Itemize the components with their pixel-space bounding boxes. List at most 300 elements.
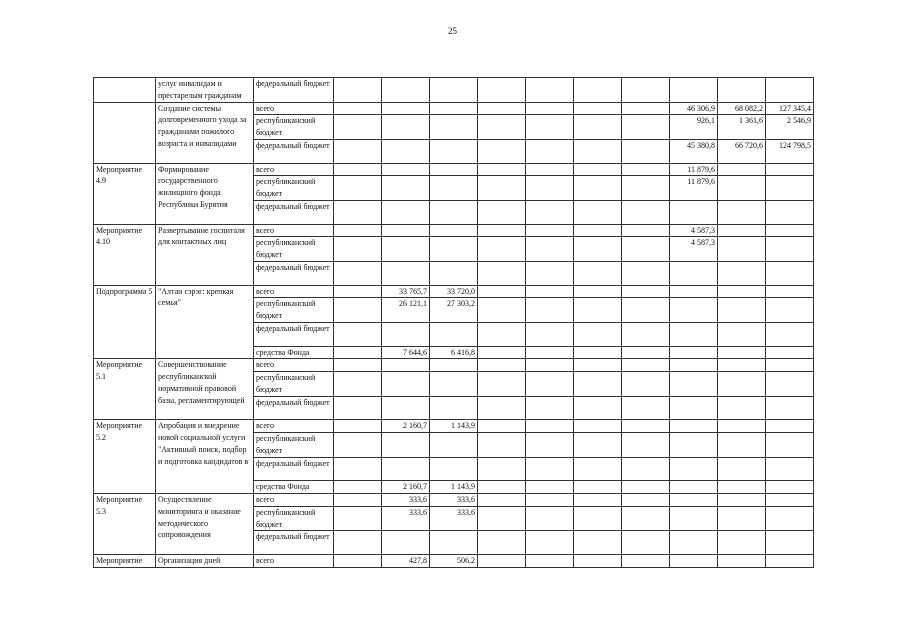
value-cell: 46 306,9 <box>670 102 718 115</box>
event-name-cell: Апробация и внедрение новой социальной услуги "Активный поиск, подбор и подготовка кандидатов в <box>156 420 254 494</box>
value-cell <box>574 433 622 458</box>
value-cell <box>526 531 574 555</box>
value-cell <box>478 396 526 420</box>
value-cell <box>670 359 718 372</box>
value-cell <box>334 237 382 262</box>
funding-source-cell: республиканский бюджет <box>254 176 334 201</box>
value-cell <box>622 163 670 176</box>
value-cell <box>478 237 526 262</box>
value-cell <box>622 506 670 531</box>
value-cell <box>766 322 814 346</box>
value-cell: 506,2 <box>430 555 478 568</box>
value-cell <box>430 224 478 237</box>
value-cell <box>622 372 670 397</box>
value-cell: 2 160,7 <box>382 420 430 433</box>
value-cell <box>718 237 766 262</box>
value-cell <box>478 420 526 433</box>
value-cell <box>478 359 526 372</box>
value-cell <box>622 396 670 420</box>
value-cell <box>334 322 382 346</box>
value-cell <box>430 176 478 201</box>
value-cell <box>574 481 622 494</box>
value-cell <box>622 481 670 494</box>
table-row <box>94 285 814 298</box>
value-cell <box>574 176 622 201</box>
funding-source-cell: всего <box>254 494 334 507</box>
value-cell <box>382 396 430 420</box>
value-cell <box>526 481 574 494</box>
table-row <box>94 78 814 103</box>
value-cell: 27 303,2 <box>430 298 478 323</box>
value-cell <box>718 322 766 346</box>
value-cell <box>670 481 718 494</box>
value-cell <box>382 224 430 237</box>
funding-source-cell: федеральный бюджет <box>254 139 334 163</box>
value-cell <box>526 298 574 323</box>
value-cell <box>574 237 622 262</box>
budget-table <box>93 77 814 568</box>
event-code-cell: Мероприятие 5.2 <box>94 420 156 494</box>
value-cell <box>382 372 430 397</box>
value-cell <box>766 176 814 201</box>
value-cell <box>430 115 478 140</box>
value-cell <box>622 359 670 372</box>
value-cell <box>766 200 814 224</box>
value-cell <box>478 139 526 163</box>
value-cell: 333,6 <box>382 506 430 531</box>
value-cell: 1 143,9 <box>430 481 478 494</box>
event-name-cell: Создание системы долговременного ухода за гражданами пожилого возраста и инвалидами <box>156 102 254 163</box>
funding-source-cell: республиканский бюджет <box>254 298 334 323</box>
value-cell: 124 798,5 <box>766 139 814 163</box>
value-cell <box>334 139 382 163</box>
value-cell <box>478 346 526 359</box>
value-cell <box>478 224 526 237</box>
table-row <box>94 494 814 507</box>
value-cell <box>670 78 718 103</box>
value-cell <box>766 457 814 481</box>
table-body <box>94 78 814 568</box>
value-cell <box>574 506 622 531</box>
event-name-cell: "Алтан сэрэг: крепкая семья" <box>156 285 254 359</box>
value-cell <box>670 433 718 458</box>
value-cell <box>478 322 526 346</box>
value-cell: 6 416,8 <box>430 346 478 359</box>
value-cell: 11 879,6 <box>670 176 718 201</box>
value-cell <box>622 200 670 224</box>
value-cell <box>430 200 478 224</box>
value-cell <box>574 346 622 359</box>
value-cell <box>670 396 718 420</box>
value-cell <box>622 457 670 481</box>
value-cell <box>574 78 622 103</box>
funding-source-cell: всего <box>254 285 334 298</box>
funding-source-cell: федеральный бюджет <box>254 200 334 224</box>
value-cell <box>574 285 622 298</box>
value-cell <box>574 457 622 481</box>
value-cell <box>382 237 430 262</box>
value-cell <box>622 531 670 555</box>
event-code-cell: Подпрограмма 5 <box>94 285 156 359</box>
funding-source-cell: всего <box>254 555 334 568</box>
funding-source-cell: всего <box>254 163 334 176</box>
value-cell <box>622 494 670 507</box>
value-cell <box>574 372 622 397</box>
funding-source-cell: федеральный бюджет <box>254 457 334 481</box>
value-cell <box>382 139 430 163</box>
value-cell <box>430 322 478 346</box>
value-cell <box>574 261 622 285</box>
value-cell <box>526 420 574 433</box>
funding-source-cell: федеральный бюджет <box>254 531 334 555</box>
value-cell <box>382 359 430 372</box>
funding-source-cell: республиканский бюджет <box>254 237 334 262</box>
value-cell <box>526 224 574 237</box>
value-cell <box>718 396 766 420</box>
value-cell <box>526 163 574 176</box>
value-cell <box>670 494 718 507</box>
funding-source-cell: республиканский бюджет <box>254 506 334 531</box>
value-cell <box>766 298 814 323</box>
value-cell <box>670 420 718 433</box>
value-cell <box>526 359 574 372</box>
value-cell <box>334 176 382 201</box>
value-cell <box>766 224 814 237</box>
value-cell <box>382 176 430 201</box>
value-cell <box>670 555 718 568</box>
value-cell: 4 587,3 <box>670 224 718 237</box>
event-code-cell <box>94 102 156 163</box>
value-cell <box>334 298 382 323</box>
value-cell <box>334 115 382 140</box>
value-cell <box>526 285 574 298</box>
value-cell <box>718 555 766 568</box>
event-name-cell: Развертывание госпиталя для контактных лиц <box>156 224 254 285</box>
value-cell <box>574 420 622 433</box>
funding-source-cell: всего <box>254 224 334 237</box>
value-cell <box>478 200 526 224</box>
value-cell <box>430 102 478 115</box>
funding-source-cell: всего <box>254 359 334 372</box>
page-number: 25 <box>448 26 457 36</box>
value-cell <box>766 372 814 397</box>
value-cell <box>334 224 382 237</box>
event-code-cell: Мероприятие 5.3 <box>94 494 156 555</box>
value-cell <box>334 555 382 568</box>
event-name-cell: Формирование государственного жилищного фонда Республики Бурятия <box>156 163 254 224</box>
value-cell <box>574 298 622 323</box>
value-cell <box>478 78 526 103</box>
value-cell <box>478 457 526 481</box>
value-cell <box>766 346 814 359</box>
value-cell: 2 160,7 <box>382 481 430 494</box>
value-cell <box>670 285 718 298</box>
value-cell <box>766 285 814 298</box>
event-code-cell <box>94 78 156 103</box>
value-cell <box>622 115 670 140</box>
event-code-cell: Мероприятие 4.10 <box>94 224 156 285</box>
event-code-cell: Мероприятие 4.9 <box>94 163 156 224</box>
funding-source-cell: средства Фонда <box>254 481 334 494</box>
value-cell: 33 765,7 <box>382 285 430 298</box>
value-cell <box>526 457 574 481</box>
funding-source-cell: средства Фонда <box>254 346 334 359</box>
value-cell <box>766 494 814 507</box>
value-cell <box>334 372 382 397</box>
value-cell <box>526 322 574 346</box>
value-cell <box>574 494 622 507</box>
value-cell <box>766 261 814 285</box>
value-cell <box>382 457 430 481</box>
value-cell <box>526 433 574 458</box>
value-cell <box>622 261 670 285</box>
value-cell <box>574 359 622 372</box>
event-name-cell: Совершенствование республиканской нормативной правовой базы, регламентирующей <box>156 359 254 420</box>
value-cell <box>574 200 622 224</box>
value-cell <box>430 261 478 285</box>
value-cell: 66 720,6 <box>718 139 766 163</box>
value-cell <box>334 102 382 115</box>
value-cell <box>382 200 430 224</box>
value-cell <box>478 163 526 176</box>
value-cell <box>766 237 814 262</box>
value-cell: 68 082,2 <box>718 102 766 115</box>
value-cell <box>670 506 718 531</box>
value-cell <box>430 433 478 458</box>
value-cell <box>334 359 382 372</box>
value-cell <box>334 457 382 481</box>
event-name-cell: Организация дней <box>156 555 254 568</box>
value-cell <box>622 224 670 237</box>
value-cell <box>718 506 766 531</box>
value-cell <box>622 176 670 201</box>
value-cell <box>334 163 382 176</box>
table-row <box>94 359 814 372</box>
value-cell: 127 345,4 <box>766 102 814 115</box>
value-cell <box>382 78 430 103</box>
value-cell <box>478 531 526 555</box>
value-cell: 11 879,6 <box>670 163 718 176</box>
event-code-cell: Мероприятие <box>94 555 156 568</box>
value-cell <box>382 115 430 140</box>
value-cell <box>478 176 526 201</box>
table-row <box>94 163 814 176</box>
value-cell <box>574 555 622 568</box>
value-cell <box>574 139 622 163</box>
value-cell <box>382 163 430 176</box>
value-cell <box>334 420 382 433</box>
table-row <box>94 102 814 115</box>
value-cell <box>334 481 382 494</box>
value-cell <box>670 372 718 397</box>
value-cell <box>574 102 622 115</box>
funding-source-cell: федеральный бюджет <box>254 261 334 285</box>
value-cell <box>382 322 430 346</box>
value-cell <box>334 346 382 359</box>
value-cell: 1 361,6 <box>718 115 766 140</box>
value-cell <box>718 433 766 458</box>
value-cell <box>334 506 382 531</box>
value-cell <box>766 359 814 372</box>
funding-source-cell: всего <box>254 420 334 433</box>
value-cell <box>430 359 478 372</box>
funding-source-cell: федеральный бюджет <box>254 78 334 103</box>
table-row <box>94 224 814 237</box>
value-cell <box>478 285 526 298</box>
value-cell <box>622 420 670 433</box>
value-cell <box>718 261 766 285</box>
value-cell <box>718 224 766 237</box>
value-cell <box>478 115 526 140</box>
value-cell <box>718 346 766 359</box>
value-cell <box>670 261 718 285</box>
value-cell <box>718 163 766 176</box>
value-cell <box>766 163 814 176</box>
value-cell <box>526 555 574 568</box>
value-cell <box>622 78 670 103</box>
value-cell <box>718 531 766 555</box>
value-cell <box>478 433 526 458</box>
value-cell <box>382 531 430 555</box>
value-cell <box>526 200 574 224</box>
value-cell: 333,6 <box>430 506 478 531</box>
value-cell <box>526 176 574 201</box>
value-cell <box>526 78 574 103</box>
table-row <box>94 555 814 568</box>
value-cell <box>382 102 430 115</box>
value-cell <box>334 261 382 285</box>
value-cell <box>718 298 766 323</box>
value-cell <box>334 396 382 420</box>
table-row <box>94 420 814 433</box>
value-cell: 45 380,8 <box>670 139 718 163</box>
value-cell <box>430 372 478 397</box>
value-cell <box>766 481 814 494</box>
value-cell <box>622 322 670 346</box>
value-cell <box>526 396 574 420</box>
value-cell: 926,1 <box>670 115 718 140</box>
value-cell <box>334 433 382 458</box>
value-cell <box>718 200 766 224</box>
funding-source-cell: федеральный бюджет <box>254 396 334 420</box>
value-cell <box>718 457 766 481</box>
value-cell <box>478 372 526 397</box>
event-name-cell: услуг инвалидам и престарелым гражданам <box>156 78 254 103</box>
value-cell <box>718 176 766 201</box>
value-cell <box>718 285 766 298</box>
value-cell <box>670 322 718 346</box>
value-cell <box>478 481 526 494</box>
value-cell <box>622 139 670 163</box>
value-cell <box>334 285 382 298</box>
value-cell <box>622 298 670 323</box>
value-cell <box>382 261 430 285</box>
value-cell <box>622 555 670 568</box>
event-code-cell: Мероприятие 5.1 <box>94 359 156 420</box>
value-cell <box>430 457 478 481</box>
value-cell <box>718 494 766 507</box>
value-cell <box>622 433 670 458</box>
funding-source-cell: всего <box>254 102 334 115</box>
value-cell <box>622 102 670 115</box>
value-cell <box>622 285 670 298</box>
value-cell: 26 121,1 <box>382 298 430 323</box>
value-cell <box>430 78 478 103</box>
value-cell <box>478 102 526 115</box>
value-cell <box>526 506 574 531</box>
value-cell <box>574 396 622 420</box>
value-cell <box>622 346 670 359</box>
value-cell <box>574 531 622 555</box>
value-cell <box>670 346 718 359</box>
value-cell <box>526 372 574 397</box>
value-cell <box>478 555 526 568</box>
value-cell <box>526 261 574 285</box>
value-cell <box>574 115 622 140</box>
value-cell <box>430 396 478 420</box>
funding-source-cell: республиканский бюджет <box>254 433 334 458</box>
value-cell <box>766 555 814 568</box>
event-name-cell: Осуществление мониторинга и оказание методического сопровождения <box>156 494 254 555</box>
value-cell <box>574 224 622 237</box>
value-cell <box>526 494 574 507</box>
value-cell <box>766 78 814 103</box>
value-cell <box>574 322 622 346</box>
value-cell: 4 587,3 <box>670 237 718 262</box>
value-cell: 2 546,9 <box>766 115 814 140</box>
value-cell <box>670 531 718 555</box>
value-cell <box>670 298 718 323</box>
value-cell <box>766 506 814 531</box>
value-cell <box>334 78 382 103</box>
value-cell <box>430 163 478 176</box>
value-cell <box>430 531 478 555</box>
value-cell <box>622 237 670 262</box>
value-cell <box>526 346 574 359</box>
value-cell <box>334 531 382 555</box>
value-cell <box>766 396 814 420</box>
value-cell <box>718 420 766 433</box>
value-cell <box>718 372 766 397</box>
funding-source-cell: республиканский бюджет <box>254 372 334 397</box>
value-cell <box>334 494 382 507</box>
value-cell: 333,6 <box>430 494 478 507</box>
value-cell <box>478 494 526 507</box>
value-cell: 33 720,0 <box>430 285 478 298</box>
value-cell <box>382 433 430 458</box>
value-cell <box>766 433 814 458</box>
value-cell: 1 143,9 <box>430 420 478 433</box>
value-cell <box>526 115 574 140</box>
value-cell <box>478 298 526 323</box>
value-cell <box>718 78 766 103</box>
value-cell <box>478 261 526 285</box>
value-cell <box>526 237 574 262</box>
funding-source-cell: федеральный бюджет <box>254 322 334 346</box>
value-cell <box>526 139 574 163</box>
value-cell: 427,8 <box>382 555 430 568</box>
value-cell <box>334 200 382 224</box>
value-cell <box>574 163 622 176</box>
value-cell <box>766 420 814 433</box>
value-cell <box>670 457 718 481</box>
value-cell <box>430 237 478 262</box>
funding-source-cell: республиканский бюджет <box>254 115 334 140</box>
value-cell <box>478 506 526 531</box>
value-cell <box>766 531 814 555</box>
value-cell <box>670 200 718 224</box>
value-cell: 333,6 <box>382 494 430 507</box>
